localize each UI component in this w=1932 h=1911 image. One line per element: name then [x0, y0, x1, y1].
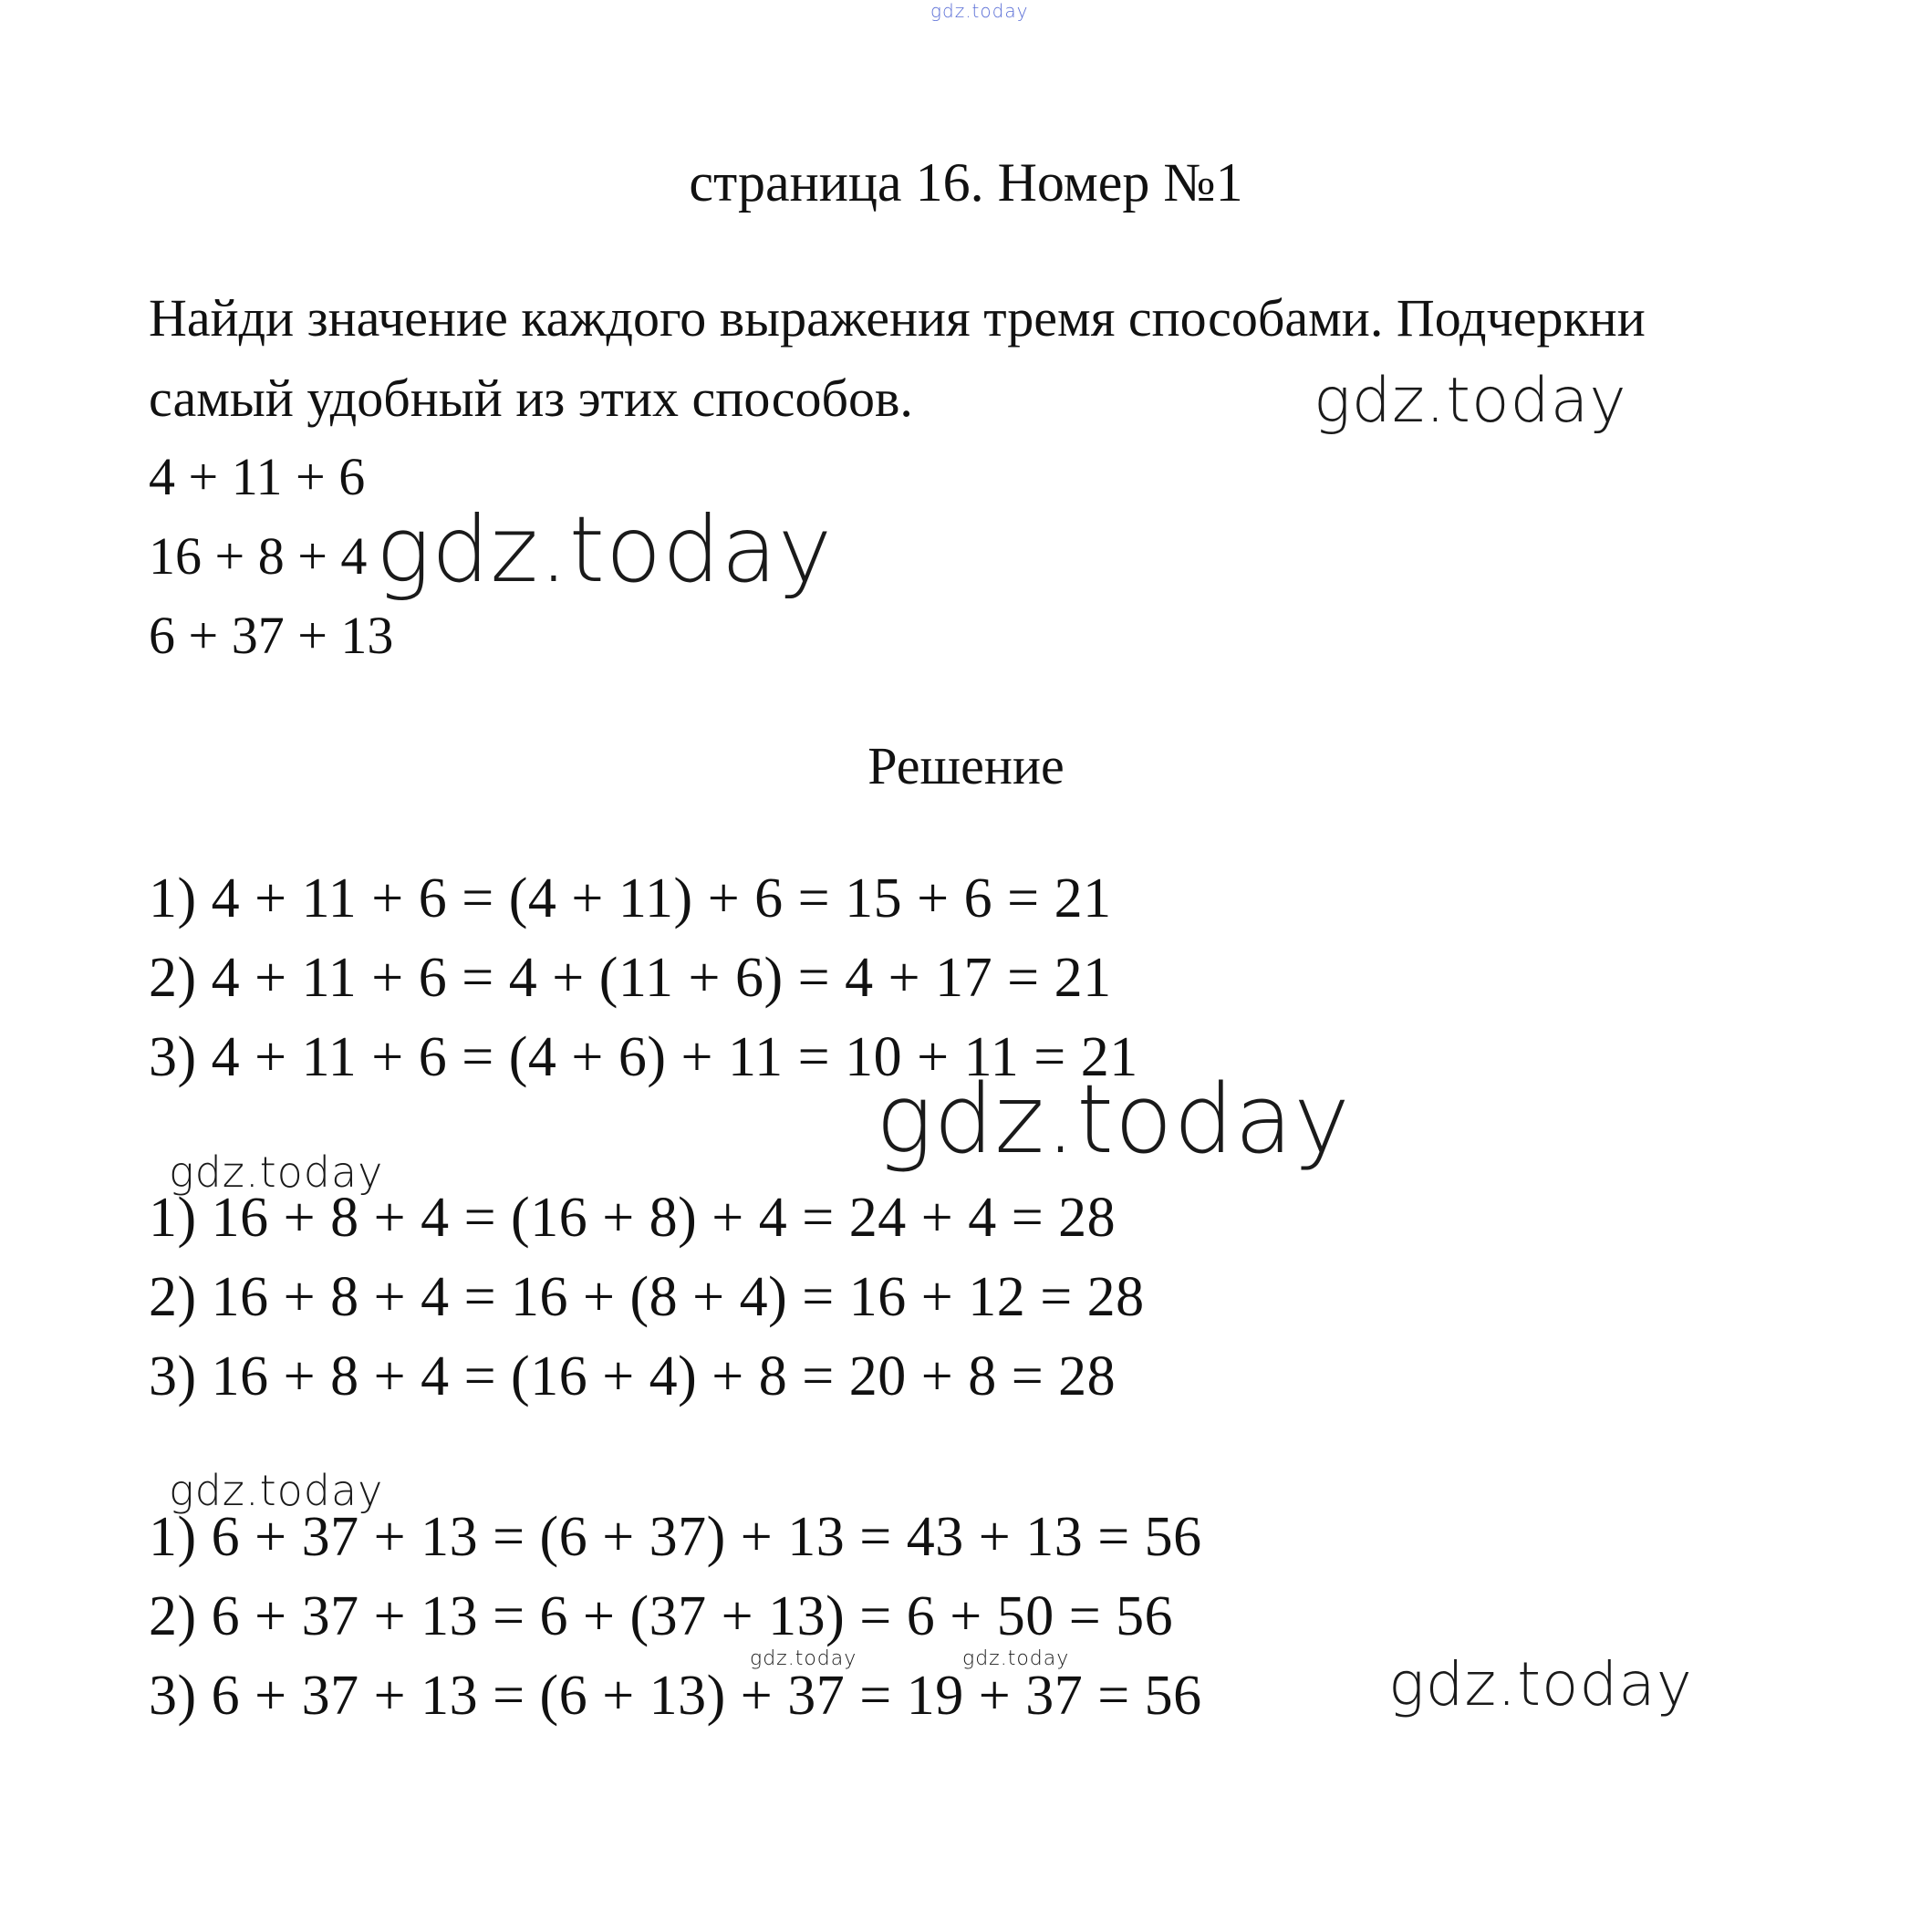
expression-3: 6 + 37 + 13: [149, 606, 394, 665]
watermark: gdz.today: [169, 1148, 384, 1197]
watermark: gdz.today: [750, 1647, 857, 1670]
solution-line: 2) 4 + 11 + 6 = 4 + (11 + 6) = 4 + 17 = 21: [149, 947, 1112, 1009]
solution-line: 1) 4 + 11 + 6 = (4 + 11) + 6 = 15 + 6 = 21: [149, 867, 1112, 930]
solution-line: 3) 4 + 11 + 6 = (4 + 6) + 11 = 10 + 11 = 21: [149, 1026, 1138, 1088]
page-title: страница 16. Номер №1: [689, 152, 1243, 213]
solution-heading: Решение: [867, 736, 1065, 795]
watermark-top: gdz.today: [930, 0, 1029, 22]
watermark: gdz.today: [1388, 1649, 1693, 1719]
watermark: gdz.today: [876, 1064, 1351, 1175]
solution-line: 1) 16 + 8 + 4 = (16 + 8) + 4 = 24 + 4 = 28: [149, 1187, 1117, 1249]
watermark: gdz.today: [1314, 365, 1627, 437]
watermark: gdz.today: [169, 1466, 384, 1515]
watermark: gdz.today: [376, 496, 834, 603]
expression-1: 4 + 11 + 6: [149, 447, 366, 506]
solution-line: 3) 16 + 8 + 4 = (16 + 4) + 8 = 20 + 8 = 28: [149, 1345, 1117, 1407]
watermark: gdz.today: [962, 1647, 1070, 1670]
solution-line: 1) 6 + 37 + 13 = (6 + 37) + 13 = 43 + 13 = 56: [149, 1506, 1202, 1568]
expression-2: 16 + 8 + 4: [149, 526, 368, 586]
solution-line: 2) 6 + 37 + 13 = 6 + (37 + 13) = 6 + 50 = 56: [149, 1585, 1174, 1647]
task-text: Найди значение каждого выражения тремя способами. Подчеркни самый удобный из этих способов.: [149, 288, 1646, 428]
solution-line: 2) 16 + 8 + 4 = 16 + (8 + 4) = 16 + 12 = 28: [149, 1266, 1145, 1328]
solution-line: 3) 6 + 37 + 13 = (6 + 13) + 37 = 19 + 37 = 56: [149, 1665, 1202, 1727]
